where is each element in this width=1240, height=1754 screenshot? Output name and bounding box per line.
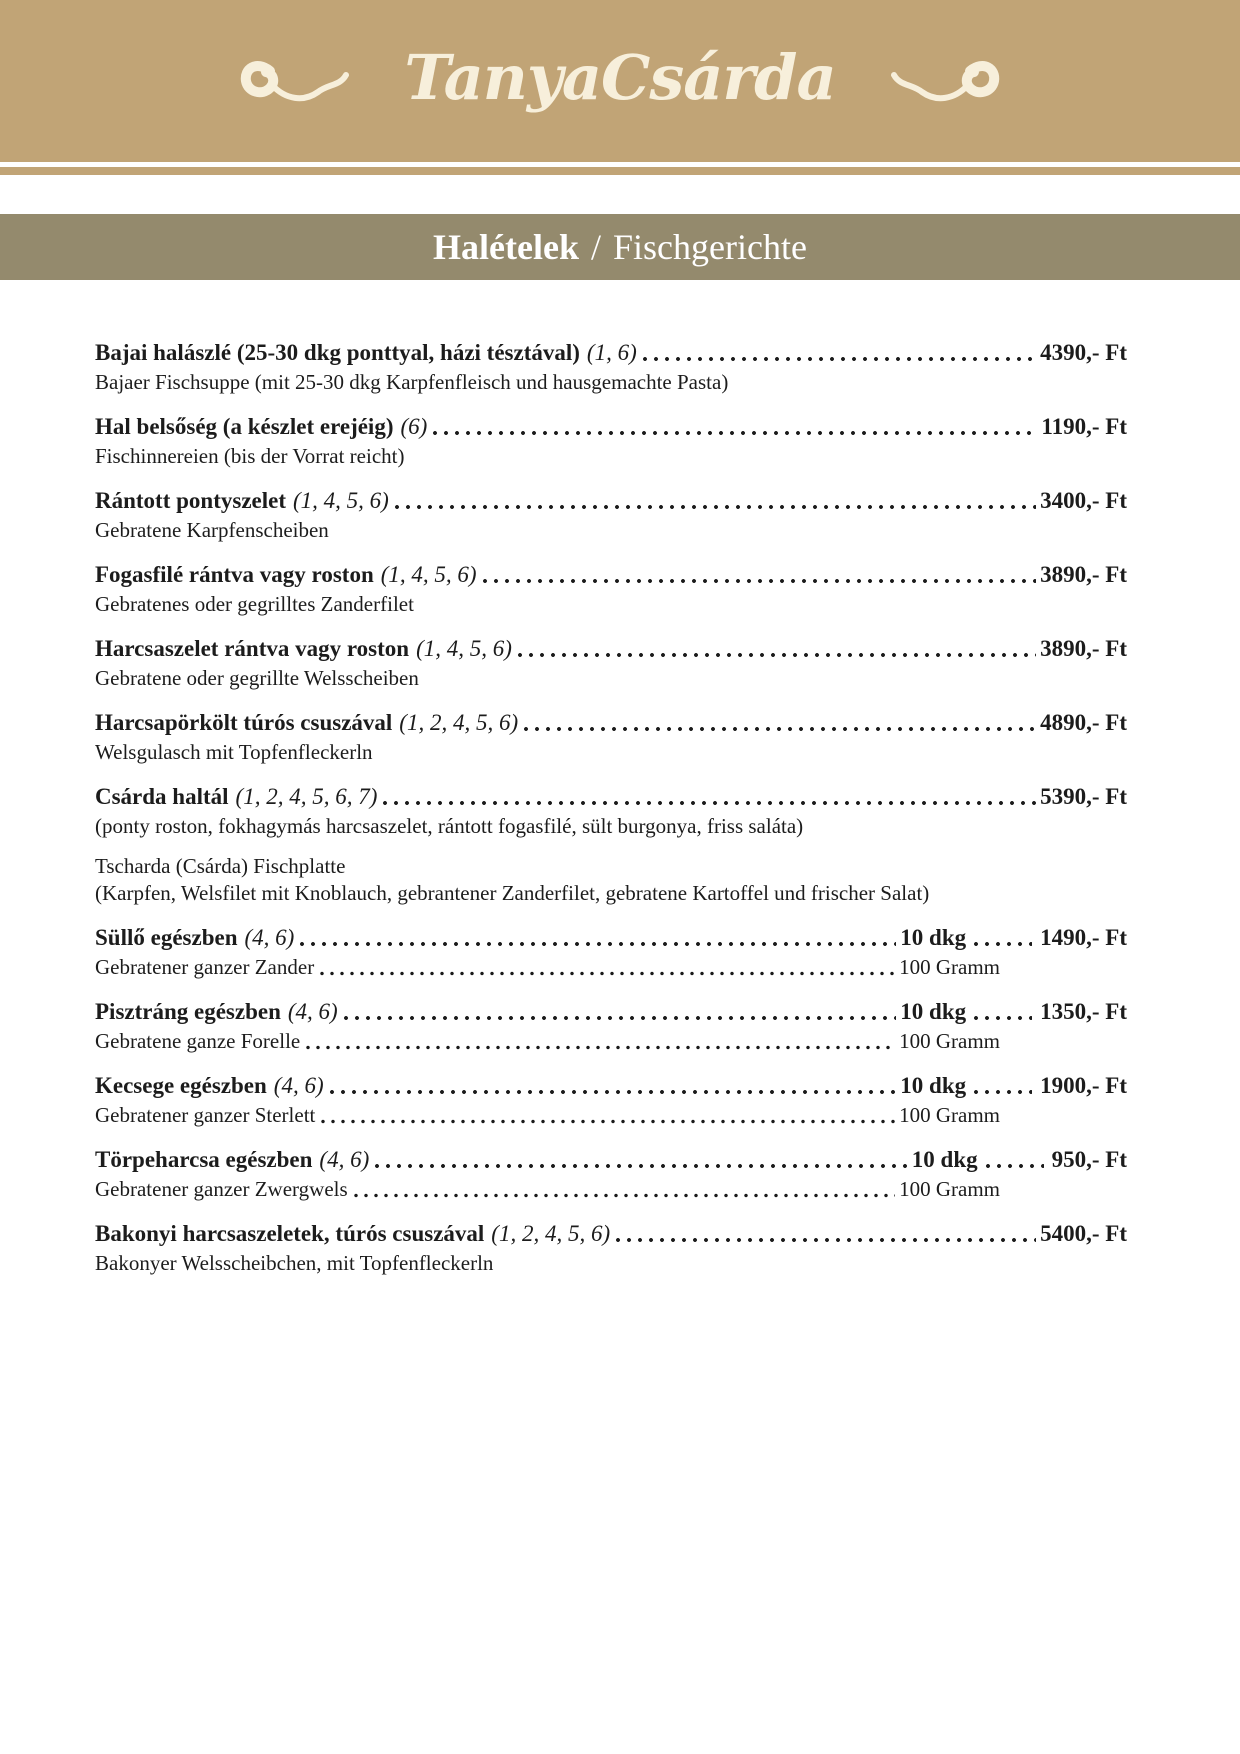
desc-dot-leader: [321, 1119, 895, 1124]
dot-leader: [383, 800, 1036, 806]
dish-desc-de: Bakonyer Welsscheibchen, mit Topfenfleckerln: [95, 1251, 494, 1275]
menu-item-title-row: [95, 412, 1127, 442]
dish-desc-de: Bajaer Fischsuppe (mit 25-30 dkg Karpfenfleisch und hausgemachte Pasta): [95, 370, 729, 394]
dot-leader-short: [974, 941, 1032, 947]
menu-item: [95, 1219, 1127, 1277]
menu-item-desc-row: [95, 1176, 1000, 1203]
restaurant-name: TanyaCsárda: [404, 41, 836, 114]
menu-item: [95, 782, 1127, 907]
menu-item-title-row: [95, 1071, 1127, 1101]
menu-item-desc-row: [95, 369, 1127, 396]
allergen-codes: (1, 2, 4, 5, 6): [399, 710, 519, 735]
dish-desc-de: Fischinnereien (bis der Vorrat reicht): [95, 444, 405, 468]
dish-price: 5400,- Ft: [1040, 1221, 1127, 1246]
menu-item-title-row: [95, 560, 1127, 590]
dish-name: Kecsege egészben: [95, 1073, 267, 1098]
menu-item: [95, 1071, 1127, 1129]
menu-item-title-row: [95, 338, 1127, 368]
dish-price: 1900,- Ft: [1040, 1073, 1127, 1098]
menu-item-desc-row: [95, 1028, 1000, 1055]
menu-item-title-row: [95, 782, 1127, 812]
header-divider-gap: [0, 175, 1240, 214]
dish-price: 4390,- Ft: [1040, 340, 1127, 365]
allergen-codes: (6): [400, 414, 428, 439]
dish-desc-de: Gebratener ganzer Zwergwels: [95, 1177, 348, 1201]
dot-leader-short: [974, 1089, 1032, 1095]
dish-name: Bakonyi harcsaszeletek, túrós csuszával: [95, 1221, 485, 1246]
dot-leader-short: [986, 1163, 1044, 1169]
allergen-codes: (1, 2, 4, 5, 6): [491, 1221, 611, 1246]
menu-item: [95, 486, 1127, 544]
dish-price: 4890,- Ft: [1040, 710, 1127, 735]
menu-item: [95, 338, 1127, 396]
allergen-codes: (1, 4, 5, 6): [380, 562, 477, 587]
dish-name: Bajai halászlé (25-30 dkg ponttyal, házi tésztával): [95, 340, 580, 365]
dot-leader: [330, 1089, 897, 1095]
dish-desc-de: Gebratene ganze Forelle: [95, 1029, 301, 1053]
section-header: [0, 214, 1240, 280]
dot-leader: [344, 1015, 897, 1021]
menu-item-desc-row: [95, 739, 1127, 766]
dish-name: Harcsapörkölt túrós csuszával: [95, 710, 393, 735]
dish-price: 1490,- Ft: [1040, 925, 1127, 950]
desc-unit: 100 Gramm: [899, 1029, 1000, 1053]
menu-item-desc-row: [95, 517, 1127, 544]
portion-unit: 10 dkg: [900, 925, 967, 950]
dish-desc-de: Gebratenes oder gegrilltes Zanderfilet: [95, 592, 414, 616]
dot-leader: [643, 356, 1036, 362]
menu-item: [95, 708, 1127, 766]
dot-leader: [375, 1163, 908, 1169]
menu-item-title-row: [95, 634, 1127, 664]
allergen-codes: (1, 2, 4, 5, 6, 7): [235, 784, 378, 809]
dish-price: 5390,- Ft: [1040, 784, 1127, 809]
dish-name: Hal belsőség (a készlet erejéig): [95, 414, 394, 439]
dish-price: 3890,- Ft: [1040, 636, 1127, 661]
menu-item-desc-row: [95, 591, 1127, 618]
menu-item: [95, 923, 1127, 981]
desc-unit: 100 Gramm: [899, 1103, 1000, 1127]
allergen-codes: (4, 6): [319, 1147, 370, 1172]
dot-leader: [300, 941, 896, 947]
dish-price: 3890,- Ft: [1040, 562, 1127, 587]
dot-leader: [483, 578, 1037, 584]
dot-leader: [518, 652, 1036, 658]
dot-leader-short: [974, 1015, 1032, 1021]
dish-name: Csárda haltál: [95, 784, 229, 809]
menu-list: [95, 338, 1127, 1277]
menu-item-desc-row: [95, 1102, 1000, 1129]
dish-desc-note-de: (Karpfen, Welsfilet mit Knoblauch, gebrantener Zanderfilet, gebratene Kartoffel und frischer Salat): [95, 881, 930, 905]
menu-item-desc-row: [95, 954, 1000, 981]
dish-desc-de: Gebratener ganzer Sterlett: [95, 1103, 316, 1127]
desc-dot-leader: [320, 971, 895, 976]
section-title-hu: Halételek: [433, 227, 579, 267]
dish-price: 1190,- Ft: [1041, 414, 1127, 439]
dish-price: 950,- Ft: [1051, 1147, 1127, 1172]
section-title-divider: /: [590, 227, 601, 267]
dish-name: Süllő egészben: [95, 925, 238, 950]
allergen-codes: (4, 6): [244, 925, 295, 950]
dish-name: Rántott pontyszelet: [95, 488, 286, 513]
header-band: [0, 0, 1240, 162]
desc-dot-leader: [354, 1193, 895, 1198]
dot-leader: [433, 430, 1037, 436]
desc-dot-leader: [306, 1045, 895, 1050]
menu-item-title-row: [95, 923, 1127, 953]
menu-item-title-row: [95, 486, 1127, 516]
allergen-codes: (1, 4, 5, 6): [293, 488, 389, 513]
dish-name: Harcsaszelet rántva vagy roston: [95, 636, 410, 661]
dish-name: Pisztráng egészben: [95, 999, 281, 1024]
dot-leader: [616, 1237, 1036, 1243]
menu-item-title-row: [95, 1145, 1127, 1175]
dot-leader: [524, 726, 1036, 732]
menu-item: [95, 634, 1127, 692]
menu-item-desc-row: [95, 1250, 1127, 1277]
desc-unit: 100 Gramm: [899, 1177, 1000, 1201]
flourish-right-icon: [888, 53, 1000, 109]
menu-item: [95, 412, 1127, 470]
section-title-de: Fischgerichte: [613, 227, 807, 267]
allergen-codes: (4, 6): [273, 1073, 324, 1098]
flourish-left-icon: [240, 53, 352, 109]
menu-item-title-row: [95, 708, 1127, 738]
menu-item: [95, 1145, 1127, 1203]
portion-unit: 10 dkg: [900, 1073, 967, 1098]
menu-item-desc-row: [95, 665, 1127, 692]
desc-unit: 100 Gramm: [899, 955, 1000, 979]
allergen-codes: (4, 6): [287, 999, 338, 1024]
menu-item-desc-row: [95, 443, 1127, 470]
dot-leader: [395, 504, 1036, 510]
allergen-codes: (1, 4, 5, 6): [416, 636, 512, 661]
dish-desc-de: Gebratener ganzer Zander: [95, 955, 315, 979]
dish-desc-name-de: Tscharda (Csárda) Fischplatte: [95, 854, 346, 878]
dish-desc-de: Gebratene oder gegrillte Welsscheiben: [95, 666, 419, 690]
dish-price: 1350,- Ft: [1040, 999, 1127, 1024]
menu-item: [95, 997, 1127, 1055]
menu-item-title-row: [95, 997, 1127, 1027]
portion-unit: 10 dkg: [900, 999, 967, 1024]
dish-name: Törpeharcsa egészben: [95, 1147, 313, 1172]
header-divider-tan: [0, 167, 1240, 175]
dish-desc-de: Welsgulasch mit Topfenfleckerln: [95, 740, 373, 764]
dish-name: Fogasfilé rántva vagy roston: [95, 562, 374, 587]
dish-note-hu: (ponty roston, fokhagymás harcsaszelet, rántott fogasfilé, sült burgonya, friss saláta): [95, 814, 804, 838]
dish-desc-de: Gebratene Karpfenscheiben: [95, 518, 329, 542]
portion-unit: 10 dkg: [911, 1147, 978, 1172]
menu-item: [95, 560, 1127, 618]
menu-item-title-row: [95, 1219, 1127, 1249]
dish-price: 3400,- Ft: [1040, 488, 1127, 513]
allergen-codes: (1, 6): [586, 340, 637, 365]
